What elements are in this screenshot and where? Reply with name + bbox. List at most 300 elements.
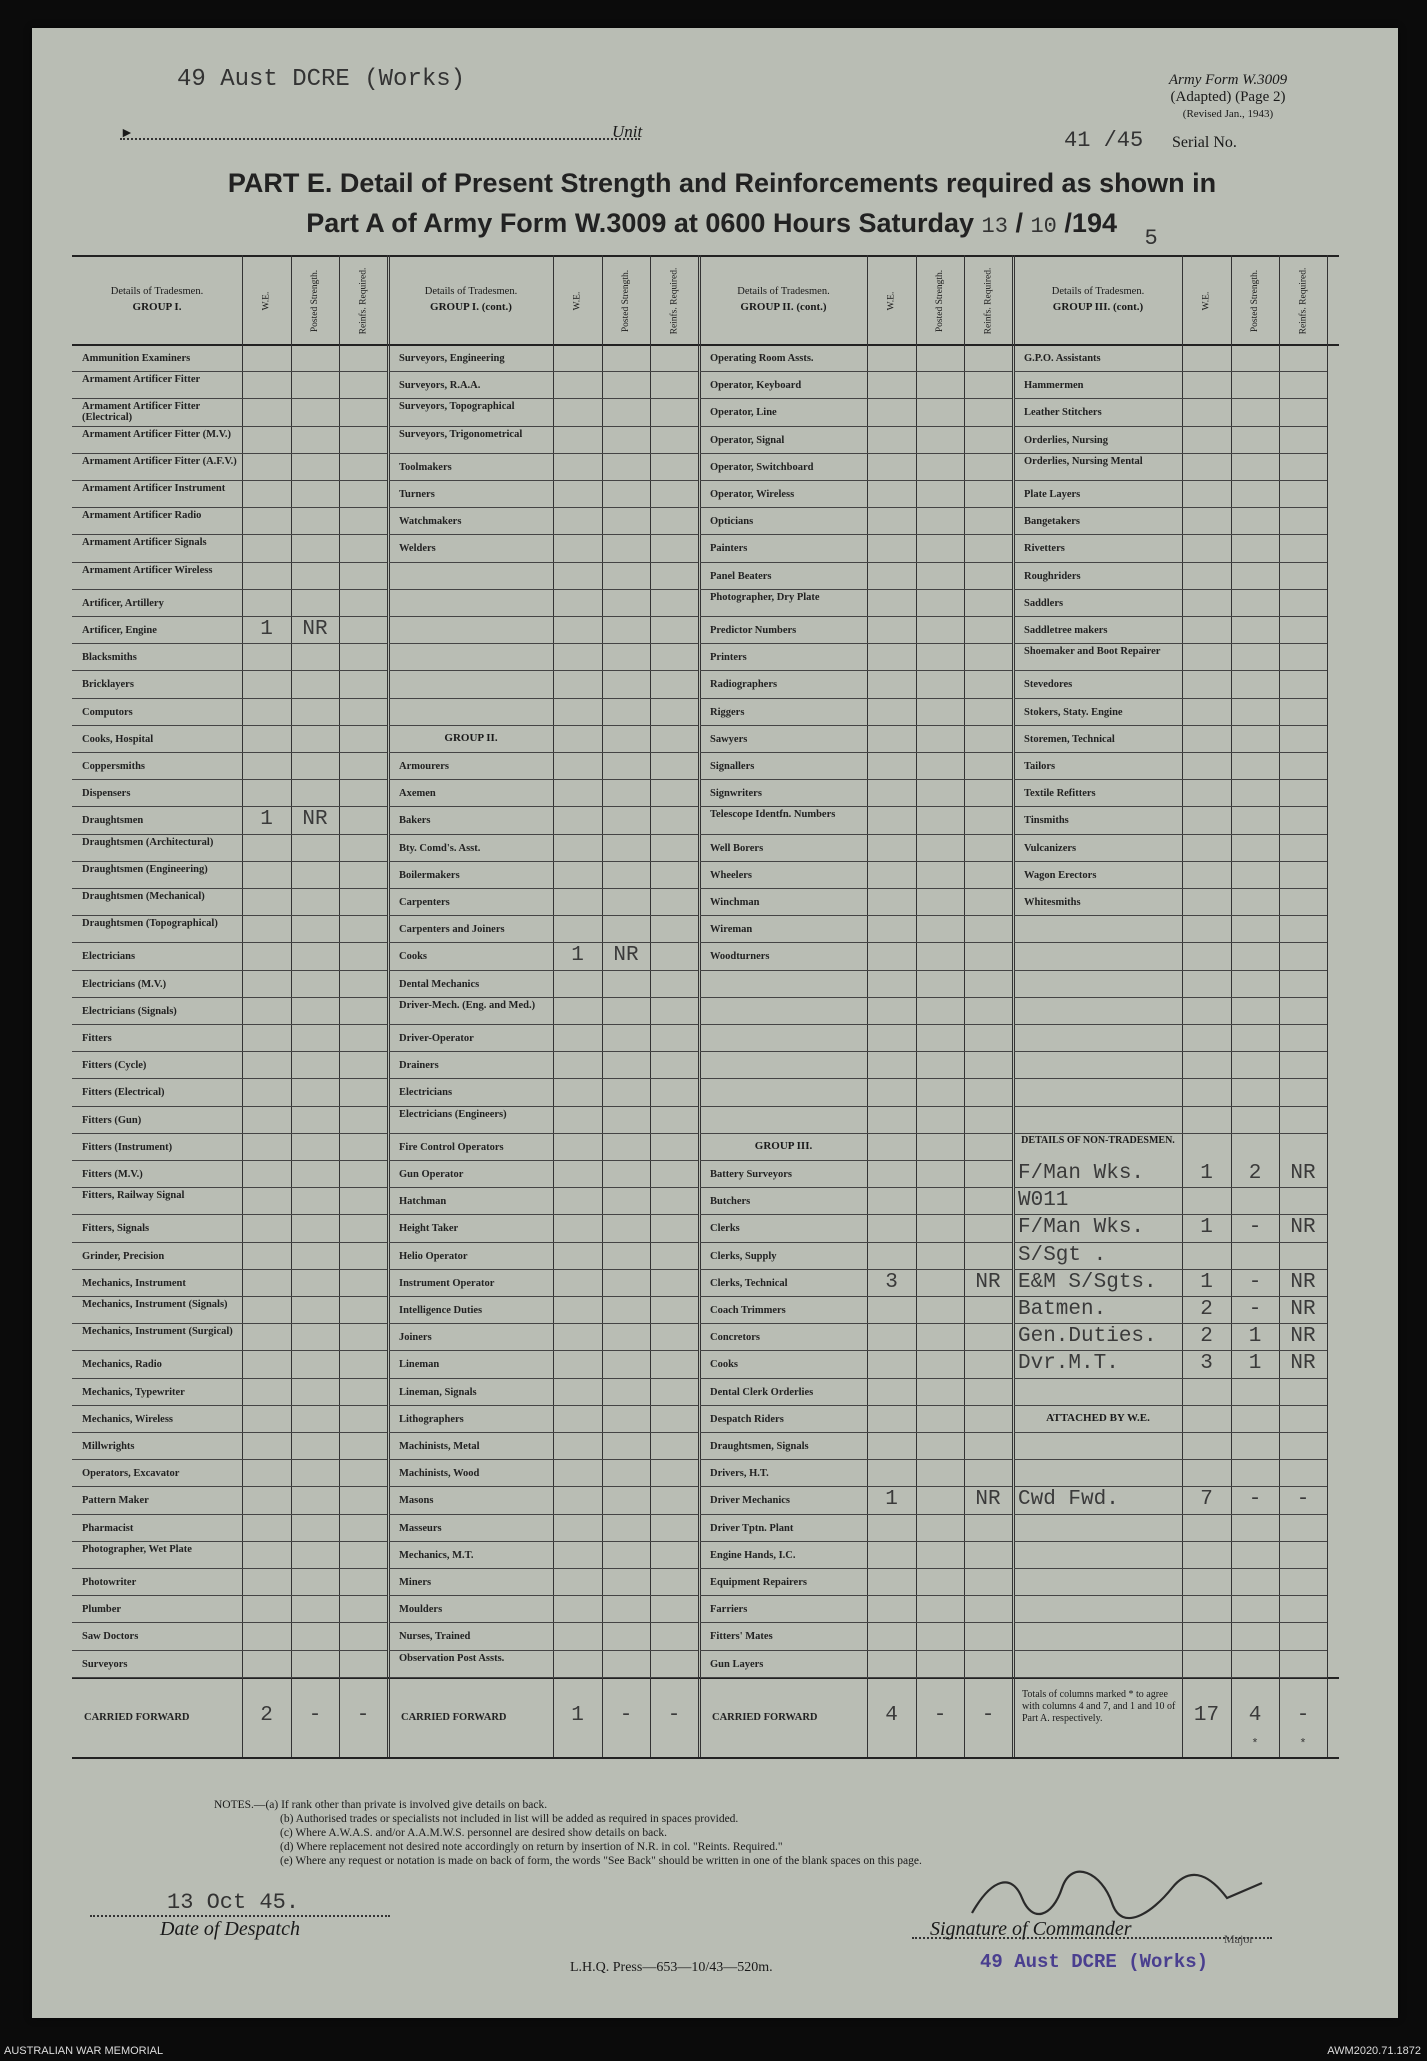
row-rule (1014, 1650, 1327, 1651)
row-label: Sawyers (710, 733, 748, 745)
row-rule (72, 616, 387, 617)
row-rule (389, 1677, 698, 1678)
row-rule (72, 371, 387, 372)
row-rule (700, 997, 1012, 998)
header-label: Details of Tradesmen. (110, 286, 204, 297)
title-month: 10 (1030, 214, 1057, 239)
row-label: Millwrights (82, 1441, 135, 1452)
row-label: Mechanics, Typewriter (82, 1386, 185, 1398)
row-label: Concretors (710, 1332, 760, 1344)
row-rule (1014, 507, 1327, 508)
unit-underline (120, 138, 640, 140)
row-rule (700, 888, 1012, 889)
row-rule (1014, 725, 1327, 726)
row-label: Clerks, Technical (710, 1277, 788, 1289)
header-reinfs-text: Reinfs. Required. (669, 267, 680, 335)
row-rule (389, 1622, 698, 1623)
row-label: Instrument Operator (399, 1277, 495, 1289)
entry-we: 2 (1200, 1298, 1213, 1321)
form-title-line2 (132, 208, 1312, 251)
entry-reinfs: NR (1290, 1162, 1316, 1185)
row-label: Operator, Keyboard (710, 380, 802, 392)
row-rule (72, 1486, 387, 1487)
arrow-marker-icon: ► (120, 126, 134, 141)
row-rule (72, 480, 387, 481)
row-rule (72, 1106, 387, 1107)
title-day: 13 (981, 214, 1008, 239)
row-rule (1014, 1514, 1327, 1515)
row-rule (1014, 1106, 1327, 1107)
entry-posted: - (1248, 1216, 1262, 1240)
entry-we: 3 (885, 1270, 898, 1294)
row-rule (389, 1078, 698, 1079)
entry-we: 2 (1200, 1325, 1213, 1349)
row-rule (389, 1432, 698, 1433)
row-label: Electricians (Signals) (82, 1005, 177, 1017)
row-rule (389, 1378, 698, 1379)
unit-label: Unit (612, 122, 643, 141)
row-rule (389, 643, 698, 644)
header-posted-3 (916, 263, 964, 339)
row-rule (700, 861, 1012, 862)
row-rule (72, 970, 387, 971)
row-label: Printers (710, 652, 747, 664)
row-label: Bakers (399, 815, 431, 827)
row-rule (700, 1024, 1012, 1025)
row-label: Leather Stitchers (1024, 407, 1102, 419)
row-rule (700, 1650, 1012, 1651)
header-details-3 (700, 255, 867, 344)
note-e: (e) Where any request or notation is made on back of form, the words "See Back" should be written in one of the blank spaces on this page. (280, 1855, 922, 1867)
header-group: GROUP III. (cont.) (1052, 301, 1144, 313)
row-label: Farriers (710, 1604, 748, 1616)
entry-reinfs: NR (1290, 1298, 1316, 1321)
row-rule (700, 1133, 1012, 1134)
row-label: Observation Post Assts. (399, 1652, 505, 1664)
row-label: Helio Operator (399, 1250, 468, 1262)
entry-we: 1 (1200, 1270, 1213, 1294)
row-label: Fitters (Instrument) (82, 1141, 173, 1153)
row-rule (700, 725, 1012, 726)
row-rule (389, 1024, 698, 1025)
row-label: Armament Artificer Signals (82, 537, 207, 549)
row-label: Bangetakers (1024, 516, 1080, 528)
entry-we: 1 (1200, 1216, 1213, 1240)
row-rule (1014, 1133, 1327, 1134)
row-label: Gun Operator (399, 1169, 464, 1180)
entry-posted: - (1248, 1270, 1262, 1294)
row-rule (389, 426, 698, 427)
row-label: Lineman, Signals (399, 1386, 477, 1398)
row-label: Butchers (710, 1196, 751, 1208)
row-rule (72, 1323, 387, 1324)
row-rule (72, 942, 387, 943)
entry-reinfs: NR (1290, 1352, 1316, 1376)
header-we-text: W.E. (572, 291, 583, 311)
row-label: Lineman (399, 1359, 440, 1371)
row-rule (700, 1160, 1012, 1161)
row-rule (72, 426, 387, 427)
carried-posted: 4 (1248, 1703, 1262, 1727)
row-label: Shoemaker and Boot Repairer (1024, 646, 1161, 658)
row-label: Plumber (82, 1604, 122, 1616)
carried-reinfs: - (981, 1703, 995, 1727)
row-label: Dvr.M.T. (1018, 1353, 1119, 1376)
row-label: G.P.O. Assistants (1024, 353, 1101, 364)
form-page (32, 28, 1398, 2018)
row-label: Armament Artificer Radio (82, 510, 202, 522)
row-rule (389, 725, 698, 726)
unit-value: 49 Aust DCRE (Works) (177, 66, 466, 93)
serial-label: Serial No. (1172, 134, 1237, 151)
unit-stamp: 49 Aust DCRE (Works) (980, 1951, 1209, 1973)
row-label: Armament Artificer Fitter (A.F.V.) (82, 455, 237, 467)
row-rule (700, 1622, 1012, 1623)
row-rule (389, 453, 698, 454)
carried-reinfs: - (667, 1703, 681, 1727)
row-label: Driver-Operator (399, 1033, 474, 1044)
row-label: F/Man Wks. (1018, 1217, 1145, 1240)
header-posted-text: Posted Strength. (310, 269, 320, 333)
row-label: Storemen, Technical (1024, 733, 1115, 745)
entry-reinfs: - (1296, 1488, 1310, 1512)
row-rule (72, 453, 387, 454)
signature-label: Signature of Commander (930, 1918, 1132, 1940)
row-label: Mechanics, Wireless (82, 1413, 173, 1425)
row-rule (389, 507, 698, 508)
row-label: Mechanics, M.T. (399, 1549, 474, 1561)
row-rule (700, 1541, 1012, 1542)
row-label: Operator, Line (710, 407, 777, 419)
row-label: Armament Artificer Wireless (82, 564, 213, 576)
row-rule (1014, 1459, 1327, 1460)
row-rule (700, 1514, 1012, 1515)
row-rule (389, 1650, 698, 1651)
row-rule (389, 779, 698, 780)
row-rule (72, 534, 387, 535)
row-label: Grinder, Precision (82, 1250, 165, 1262)
row-label: Operator, Wireless (710, 489, 795, 500)
row-label: Driver Tptn. Plant (710, 1522, 794, 1534)
row-label: Clerks (710, 1223, 740, 1235)
row-rule (1014, 1078, 1327, 1079)
row-rule (1014, 480, 1327, 481)
row-label: Draughtsmen (82, 815, 144, 827)
row-label: Hatchman (399, 1196, 447, 1208)
row-label: Vulcanizers (1024, 842, 1077, 854)
row-rule (700, 1269, 1012, 1270)
row-label: Cooks (399, 951, 428, 963)
title-slash-icon: / (1015, 208, 1023, 238)
row-label: Surveyors, Topographical (399, 401, 515, 413)
entry-we: 7 (1200, 1488, 1213, 1512)
row-rule (72, 725, 387, 726)
column-rule (1327, 255, 1328, 1757)
row-label: Driver Mechanics (710, 1495, 790, 1507)
row-rule (700, 1242, 1012, 1243)
row-rule (389, 589, 698, 590)
row-label: Mechanics, Instrument (Surgical) (82, 1326, 233, 1338)
row-rule (700, 616, 1012, 617)
header-we-text: W.E. (1201, 291, 1212, 311)
row-rule (700, 698, 1012, 699)
row-rule (389, 1133, 698, 1134)
row-label: Painters (710, 543, 748, 555)
header-we-text: W.E. (261, 291, 272, 311)
form-title-line1: PART E. Detail of Present Strength and Reinforcements required as shown in (227, 168, 1217, 198)
title-year-digit: 5 (1144, 226, 1158, 251)
table-bottom-border (72, 1757, 1339, 1759)
row-label: Saddletree makers (1024, 625, 1108, 636)
row-label: Engine Hands, I.C. (710, 1549, 796, 1561)
header-details-4 (1014, 255, 1182, 344)
row-label: Electricians (M.V.) (82, 978, 167, 990)
row-rule (72, 589, 387, 590)
row-label: Dispensers (82, 788, 131, 800)
row-rule (389, 1514, 698, 1515)
row-label: Draughtsmen (Mechanical) (82, 891, 205, 902)
row-label: Armament Artificer Fitter (Electrical) (82, 401, 200, 424)
row-label: Lithographers (399, 1413, 464, 1425)
row-label: Surveyors (82, 1658, 128, 1670)
notes-line-a (214, 1799, 547, 1812)
header-posted-2 (602, 263, 650, 339)
entry-we: 3 (1200, 1352, 1213, 1376)
row-label: Plate Layers (1024, 489, 1081, 500)
row-label: Riggers (710, 706, 745, 718)
row-label: Photographer, Wet Plate (82, 1543, 192, 1555)
row-rule (1014, 398, 1327, 399)
header-we-text: W.E. (886, 291, 897, 311)
header-reinfs-text: Reinfs. Required. (983, 267, 994, 335)
header-posted-4 (1231, 263, 1279, 339)
row-label: Operator, Signal (710, 434, 785, 446)
carried-reinfs: - (356, 1703, 370, 1727)
row-label: Drainers (399, 1060, 439, 1072)
row-rule (700, 1078, 1012, 1079)
row-rule (700, 1432, 1012, 1433)
entry-reinfs: NR (975, 1270, 1001, 1294)
row-rule (389, 1269, 698, 1270)
row-rule (389, 562, 698, 563)
row-rule (1014, 1595, 1327, 1596)
row-label: Mechanics, Instrument (82, 1277, 186, 1289)
header-reinfs-4 (1279, 263, 1327, 339)
row-rule (1014, 1405, 1327, 1406)
column-rule (387, 255, 388, 1757)
row-rule (389, 997, 698, 998)
row-rule (1014, 1541, 1327, 1542)
row-label: Operators, Excavator (82, 1468, 180, 1480)
row-label: Miners (399, 1577, 432, 1588)
row-label: S/Sgt . (1018, 1244, 1107, 1267)
row-rule (1014, 1242, 1327, 1243)
header-reinfs-text: Reinfs. Required. (1298, 267, 1309, 335)
entry-posted: 1 (1248, 1325, 1262, 1349)
row-label: Armament Artificer Fitter (82, 374, 201, 386)
row-rule (389, 1051, 698, 1052)
entry-reinfs: NR (1290, 1216, 1316, 1240)
carried-forward-label: CARRIED FORWARD (401, 1711, 507, 1723)
row-label: Fitters (M.V.) (82, 1169, 143, 1180)
row-label: Surveyors, Engineering (399, 353, 505, 364)
row-rule (72, 1514, 387, 1515)
total-star-marker: * (1299, 1736, 1307, 1751)
row-label: Artificer, Engine (82, 625, 157, 636)
row-rule (700, 398, 1012, 399)
row-rule (1014, 752, 1327, 753)
row-rule (72, 861, 387, 862)
row-rule (700, 1214, 1012, 1215)
row-label: Axemen (399, 788, 436, 800)
row-rule (1014, 1269, 1327, 1270)
header-group: GROUP I. (132, 301, 182, 313)
row-rule (72, 888, 387, 889)
row-label: Telescope Identfn. Numbers (710, 809, 836, 821)
header-we-4 (1182, 263, 1231, 339)
row-rule (389, 1214, 698, 1215)
entry-posted: NR (302, 618, 328, 641)
row-label: Operator, Switchboard (710, 461, 814, 473)
note-c: (c) Where A.W.A.S. and/or A.A.M.W.S. personnel are desired show details on back. (280, 1827, 667, 1839)
carried-we: 2 (260, 1703, 273, 1727)
group-heading: DETAILS OF NON-TRADESMEN. (1021, 1134, 1175, 1146)
group-heading: GROUP III. (754, 1139, 813, 1152)
title-year: 194 (1071, 208, 1117, 238)
row-label: Pharmacist (82, 1522, 134, 1534)
row-rule (1014, 643, 1327, 644)
title-slash2-icon: / (1064, 208, 1072, 238)
row-rule (72, 1650, 387, 1651)
row-rule (389, 970, 698, 971)
footer-right: AWM2020.71.1872 (1327, 2045, 1421, 2057)
row-rule (1014, 861, 1327, 862)
row-rule (72, 1459, 387, 1460)
entry-posted: - (1248, 1298, 1262, 1321)
row-label: Fitters (Cycle) (82, 1060, 147, 1072)
row-rule (1014, 806, 1327, 807)
row-rule (700, 1595, 1012, 1596)
header-reinfs-1 (339, 263, 387, 339)
despatch-date: 13 Oct 45. (167, 1890, 300, 1915)
row-rule (72, 398, 387, 399)
row-label: Winchman (710, 897, 760, 908)
row-rule (389, 915, 698, 916)
row-label: Armament Artificer Fitter (M.V.) (82, 428, 231, 440)
header-group: GROUP I. (cont.) (430, 301, 512, 313)
row-rule (700, 534, 1012, 535)
row-label: Ammunition Examiners (82, 353, 191, 364)
row-label: Electricians (399, 1087, 453, 1099)
row-rule (700, 1051, 1012, 1052)
row-label: Joiners (399, 1332, 432, 1344)
signature-rank: Major (1224, 1932, 1254, 1946)
row-label: Boilermakers (399, 869, 460, 881)
row-rule (389, 1459, 698, 1460)
entry-posted: 2 (1248, 1162, 1262, 1185)
form-revised: (Revised Jan., 1943) (1182, 108, 1274, 120)
row-label: F/Man Wks. (1018, 1163, 1145, 1185)
row-label: Tinsmiths (1024, 815, 1069, 827)
row-label: Woodturners (710, 951, 770, 963)
row-label: Predictor Numbers (710, 625, 797, 636)
header-we-3 (867, 263, 916, 339)
carried-forward-label: CARRIED FORWARD (712, 1711, 818, 1723)
row-rule (1014, 616, 1327, 617)
row-rule (700, 1677, 1012, 1678)
row-rule (1014, 1378, 1327, 1379)
row-rule (1014, 589, 1327, 590)
row-rule (700, 915, 1012, 916)
row-label: Height Taker (399, 1223, 459, 1235)
note-d: (d) Where replacement not desired note accordingly on return by insertion of N.R. in col. "Reints. Required." (280, 1841, 783, 1853)
row-label: Clerks, Supply (710, 1250, 777, 1262)
row-label: Wagon Erectors (1024, 869, 1097, 881)
row-label: Gun Layers (710, 1658, 764, 1670)
row-rule (700, 1378, 1012, 1379)
header-details-1 (72, 255, 242, 344)
row-rule (389, 1323, 698, 1324)
note-a: (a) If rank other than private is involved give details on back. (265, 1799, 548, 1811)
row-label: Stevedores (1024, 679, 1073, 691)
row-rule (1014, 834, 1327, 835)
despatch-underline (90, 1915, 390, 1917)
row-rule (1014, 1323, 1327, 1324)
row-rule (72, 752, 387, 753)
row-rule (72, 1214, 387, 1215)
row-rule (1014, 371, 1327, 372)
row-rule (700, 453, 1012, 454)
row-label: Pattern Maker (82, 1495, 149, 1507)
row-rule (72, 1187, 387, 1188)
row-rule (72, 1595, 387, 1596)
row-label: Well Borers (710, 842, 764, 854)
row-rule (389, 1350, 698, 1351)
entry-we: 1 (571, 944, 584, 968)
row-rule (72, 1160, 387, 1161)
row-label: Fitters, Signals (82, 1223, 150, 1235)
row-label: Orderlies, Nursing Mental (1024, 455, 1143, 467)
row-rule (72, 834, 387, 835)
row-rule (72, 1133, 387, 1134)
row-rule (389, 1541, 698, 1542)
row-label: Wheelers (710, 869, 752, 881)
row-rule (389, 1242, 698, 1243)
row-rule (700, 1405, 1012, 1406)
row-rule (389, 1160, 698, 1161)
row-label: Surveyors, Trigonometrical (399, 428, 523, 440)
row-rule (700, 834, 1012, 835)
carried-we: 17 (1193, 1703, 1220, 1727)
row-label: Fitters, Railway Signal (82, 1190, 185, 1202)
serial-value: 41 /45 (1064, 128, 1144, 153)
row-rule (700, 1350, 1012, 1351)
header-label: Details of Tradesmen. (424, 286, 518, 297)
row-rule (1014, 698, 1327, 699)
entry-reinfs: NR (975, 1488, 1001, 1512)
row-label: Mechanics, Instrument (Signals) (82, 1299, 228, 1310)
row-rule (389, 398, 698, 399)
row-label: Batmen. (1018, 1299, 1107, 1321)
row-label: Hammermen (1024, 380, 1084, 392)
row-rule (700, 562, 1012, 563)
row-label: Bricklayers (82, 679, 134, 691)
column-rule (698, 255, 699, 1757)
header-reinfs-2 (650, 263, 698, 339)
row-label: Opticians (710, 516, 754, 528)
footer-left: AUSTRALIAN WAR MEMORIAL (4, 2045, 164, 2057)
totals-note: Totals of columns marked * to agree with columns 4 and 7, and 1 and 10 of Part A. respectively. (1022, 1688, 1176, 1724)
